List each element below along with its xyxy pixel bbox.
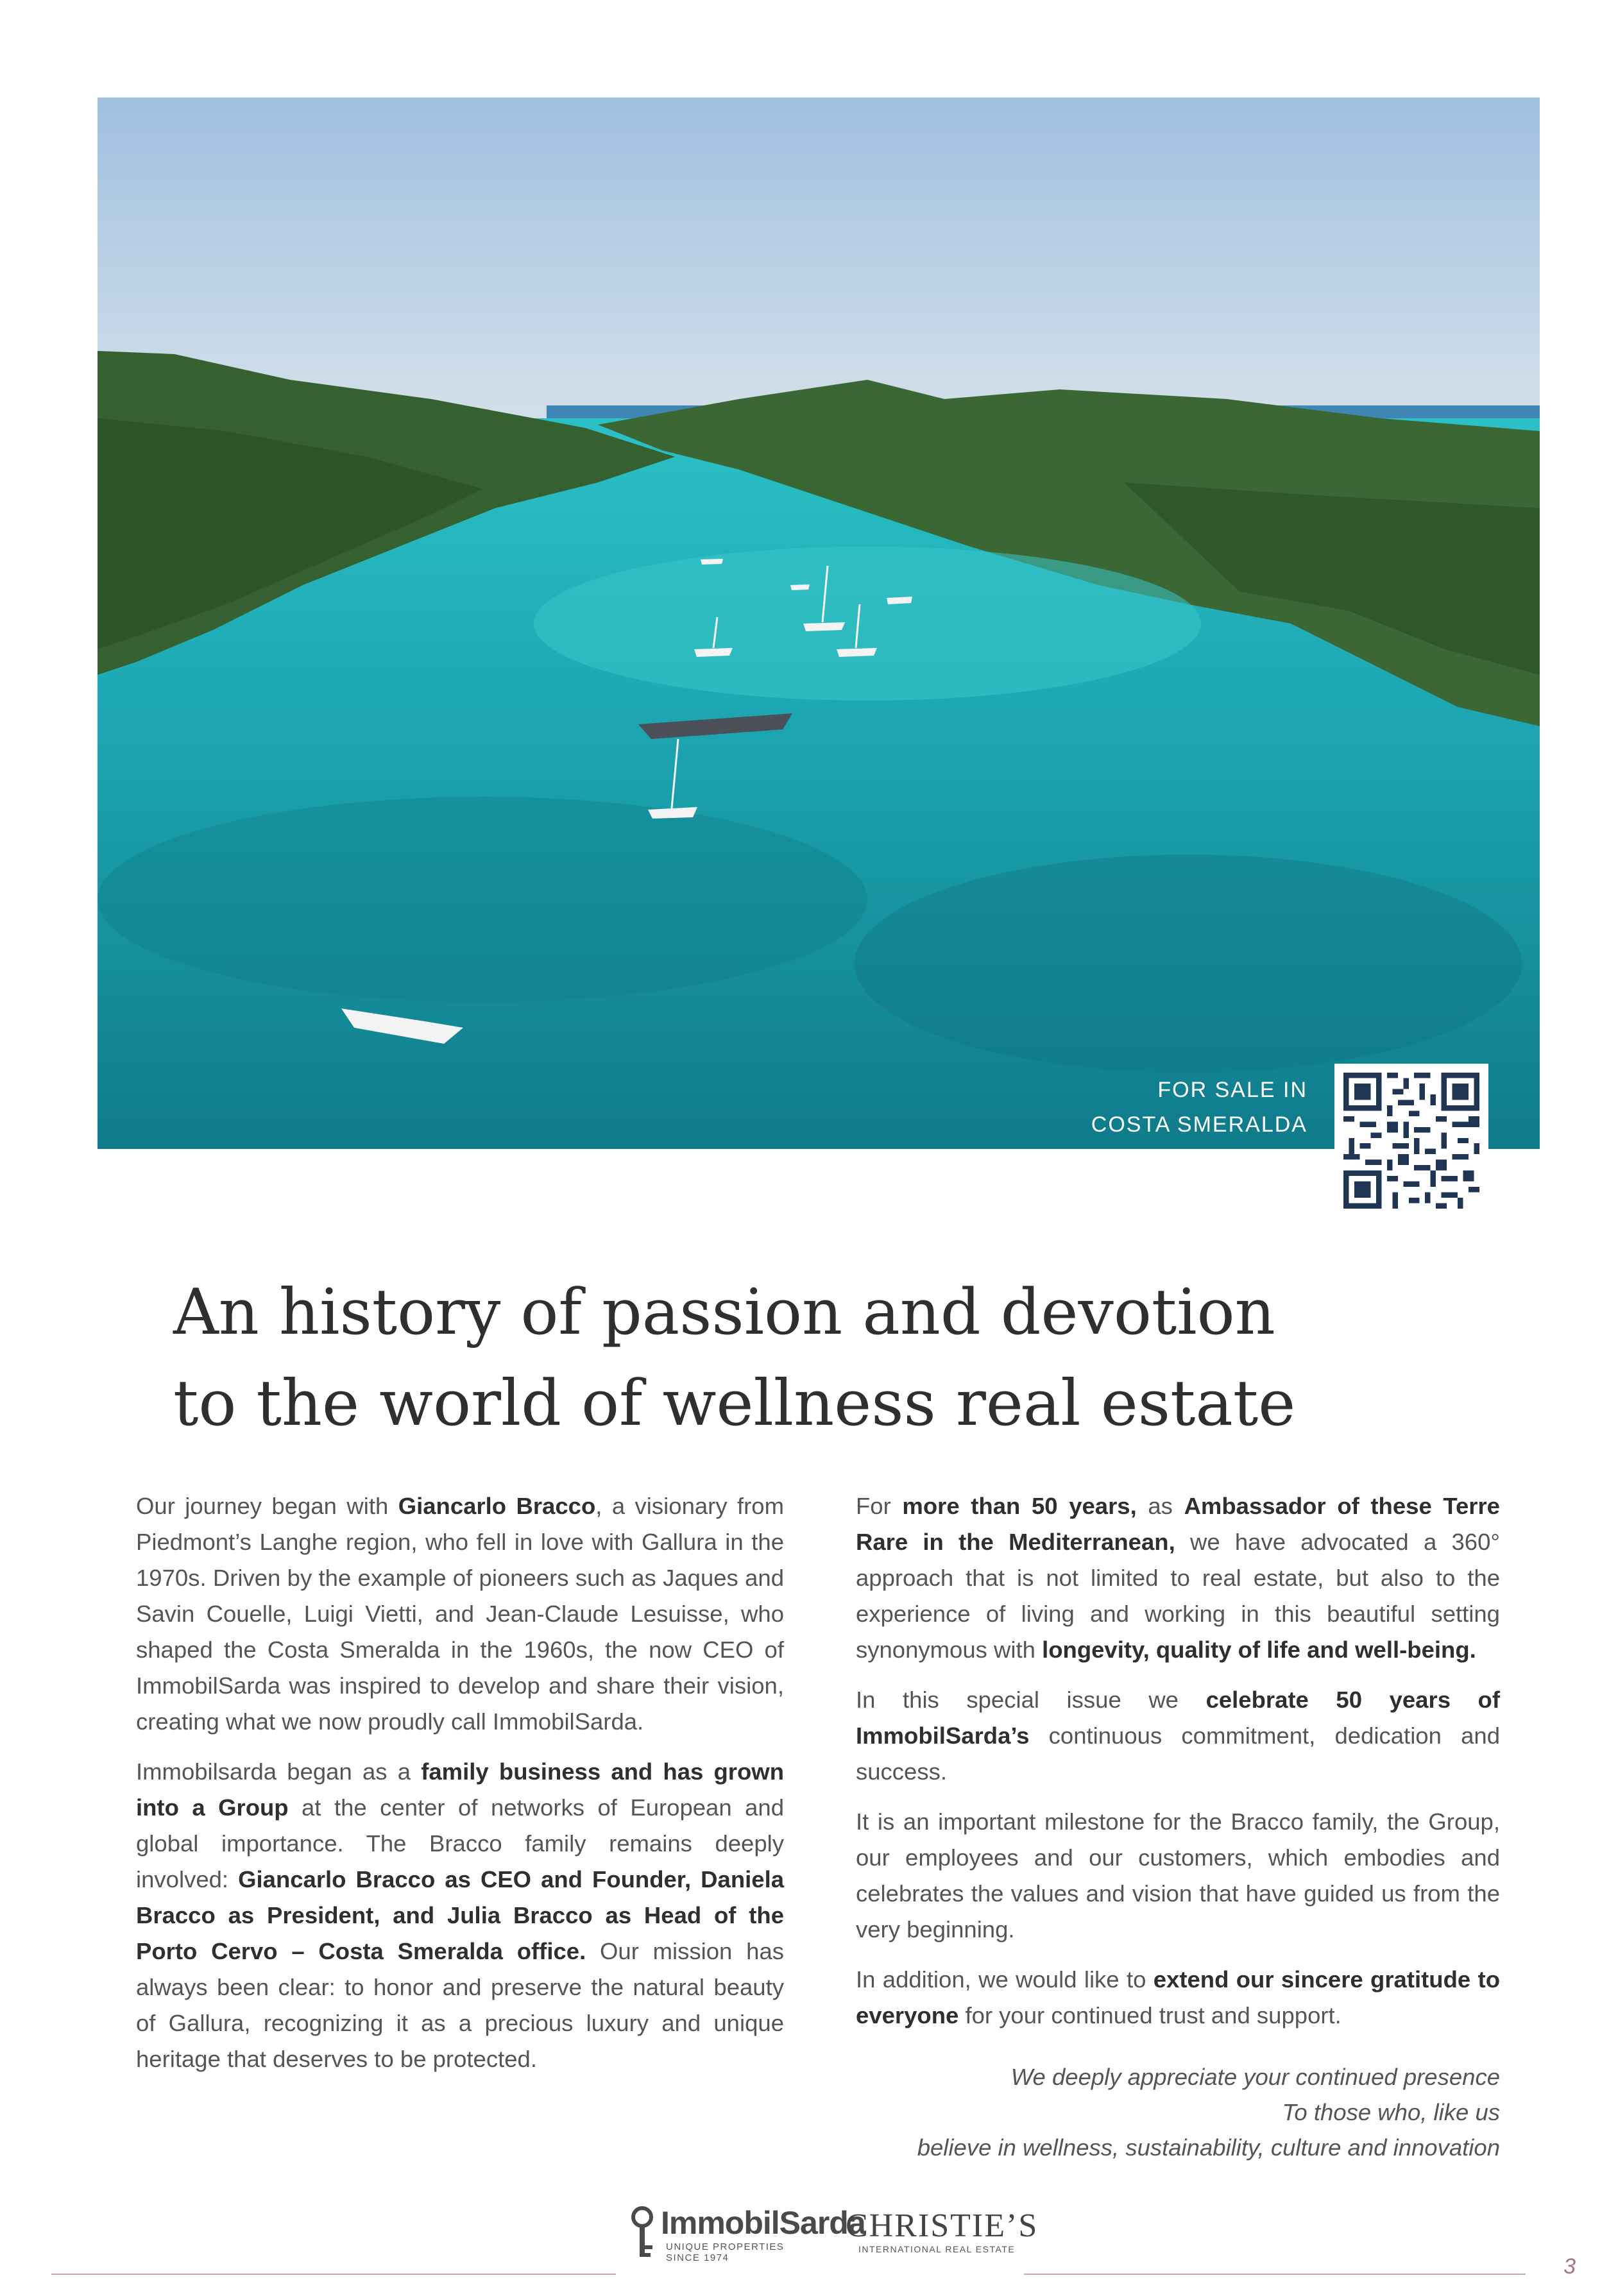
bold-run: more than 50 years,: [902, 1493, 1137, 1519]
hero-caption-line2: COSTA SMERALDA: [1091, 1112, 1307, 1137]
hero-caption-line1: FOR SALE IN: [1157, 1078, 1307, 1102]
text-run: at the center of networks of European and global importance. The Bracco family remains deeply involved:: [136, 1794, 785, 1892]
bold-run: Giancarlo Bracco as CEO and Founder, Daniela Bracco as President, and Julia Bracco as Head of the Porto Cervo – Costa Smeralda office.: [136, 1866, 785, 1964]
immobilsarda-tagline: UNIQUE PROPERTIES SINCE 1974: [666, 2241, 785, 2263]
left-column: [136, 1488, 784, 2091]
christies-tagline: INTERNATIONAL REAL ESTATE: [858, 2244, 1016, 2254]
text-run: For: [856, 1493, 903, 1519]
text-run: continuous commitment, dedication and success.: [856, 1722, 1500, 1785]
text-run: as: [1136, 1493, 1184, 1519]
paragraph: [856, 1488, 1500, 1668]
closing-statement: [917, 2059, 1500, 2165]
qr-code-icon: [1343, 1073, 1479, 1209]
footer-logos: [627, 2200, 1039, 2277]
text-run: we have advocated a 360° approach that is not limited to real estate, but also to the experience of living and working in this beautiful setting synonymous with: [856, 1529, 1500, 1663]
paragraph: [136, 1754, 784, 2077]
text-run: Our mission has always been clear: to honor and preserve the natural beauty of Gallura, recognizing it as a precious luxury and unique heritage that deserves to be protected.: [136, 1938, 784, 2072]
text-run: , a visionary from Piedmont’s Langhe region, who fell in love with Gallura in the 1970s. Driven by the example of pioneers such as Jaques and Savin Couelle, Luigi Vietti, and Jean-Claude Lesuisse, who shaped the Costa Smeralda in the 1960s, the now CEO of ImmobilSarda was inspired to develop and share their vision, creating what we now proudly call ImmobilSarda.: [136, 1493, 785, 1735]
footer-divider-left: [51, 2274, 616, 2275]
text-run: Our journey began with: [136, 1493, 398, 1519]
headline-line1: An history of passion and devotion: [173, 1276, 1275, 1349]
bold-run: extend our sincere gratitude to everyone: [856, 1966, 1500, 2028]
bold-run: Giancarlo Bracco: [398, 1493, 596, 1519]
hero-caption: [1091, 1073, 1307, 1142]
closing-line1: We deeply appreciate your continued presence: [1010, 2064, 1500, 2090]
bold-run: celebrate 50 years of ImmobilSarda’s: [856, 1687, 1501, 1749]
page-headline: [173, 1267, 1328, 1449]
page-number: 3: [1563, 2254, 1576, 2279]
immobilsarda-logo: [627, 2200, 865, 2271]
text-run: In this special issue we: [856, 1687, 1206, 1713]
paragraph: [856, 1804, 1500, 1948]
text-run: In addition, we would like to: [856, 1966, 1154, 1993]
text-run: Immobilsarda began as a: [136, 1758, 422, 1785]
key-icon: [627, 2206, 657, 2263]
closing-line2: To those who, like us: [1282, 2099, 1500, 2125]
text-run: for your continued trust and support.: [958, 2002, 1341, 2028]
immobilsarda-name: ImmobilSarda: [661, 2205, 865, 2241]
bold-run: family business and has grown into a Group: [136, 1758, 784, 1821]
paragraph: [856, 1962, 1500, 2034]
hero-photo: [98, 98, 1540, 1149]
bold-run: longevity, quality of life and well-being.: [1042, 1637, 1476, 1663]
qr-code[interactable]: [1334, 1064, 1488, 1218]
paragraph: [856, 1682, 1500, 1790]
paragraph: [136, 1488, 784, 1740]
text-run: It is an important milestone for the Bracco family, the Group, our employees and our customers, which embodies and celebrates the values and vision that have guided us from the very beginning.: [856, 1808, 1500, 1943]
closing-line3: believe in wellness, sustainability, culture and innovation: [917, 2134, 1500, 2161]
footer-divider-right: [1024, 2274, 1526, 2275]
christies-name: CHRISTIE’S: [846, 2207, 1039, 2244]
christies-logo: [846, 2200, 1039, 2271]
bay-landscape-illustration: [98, 98, 1540, 1149]
headline-line2: to the world of wellness real estate: [173, 1367, 1296, 1440]
right-column: [856, 1488, 1500, 2048]
bold-run: Ambassador of these Terre Rare in the Mediterranean,: [856, 1493, 1500, 1555]
